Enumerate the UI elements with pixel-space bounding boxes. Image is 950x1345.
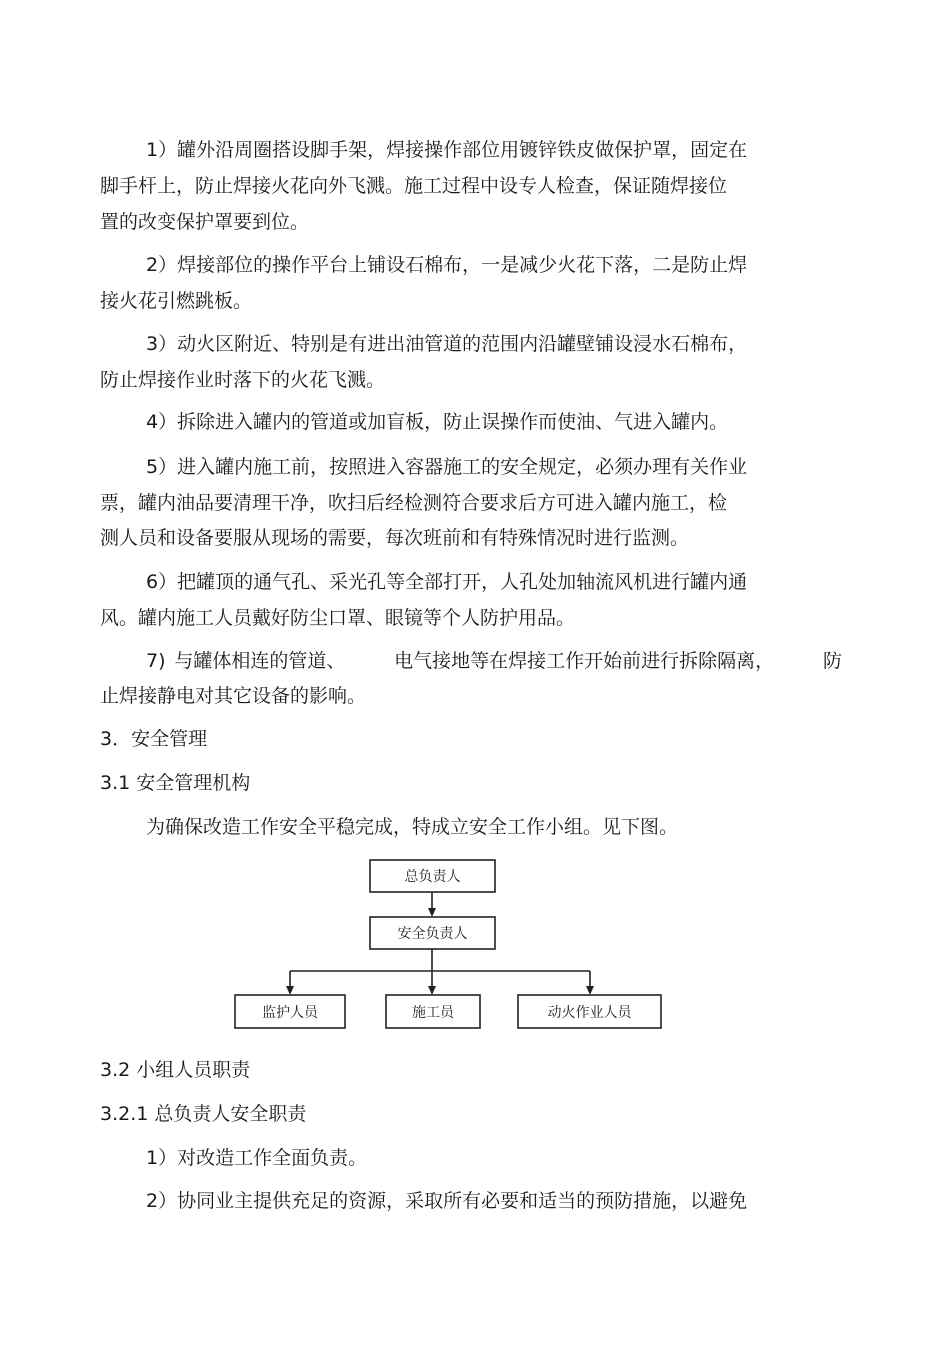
org-label-child-3: 动火作业人员 [547, 1005, 632, 1021]
para-7-number: 7) [146, 650, 166, 672]
para-7-segment-2: 电气接地等在焊接工作开始前进行拆除隔离， [394, 650, 775, 672]
section-3-1-heading: 3.1 安全管理机构 [100, 772, 251, 794]
org-arrow-left [286, 986, 294, 995]
org-arrow-right [586, 986, 594, 995]
org-arrow-to-middle [428, 908, 436, 917]
para-4-line-1: 4）拆除进入罐内的管道或加盲板，防止误操作而使油、气进入罐内。 [146, 411, 729, 433]
org-label-middle: 安全负责人 [397, 926, 468, 942]
para-6-line-2: 风。罐内施工人员戴好防尘口罩、眼镜等个人防护用品。 [100, 607, 576, 629]
para-5-line-2: 票，罐内油品要清理干净，吹扫后经检测符合要求后方可进入罐内施工，检 [100, 492, 728, 514]
para-1-line-1: 1）罐外沿周圈搭设脚手架，焊接操作部位用镀锌铁皮做保护罩，固定在 [146, 139, 748, 161]
para-7-segment-1: 与罐体相连的管道、 [174, 650, 346, 672]
para-6-line-1: 6）把罐顶的通气孔、采光孔等全部打开，人孔处加轴流风机进行罐内通 [146, 571, 748, 593]
section-3-2-1-heading: 3.2.1 总负责人安全职责 [100, 1103, 307, 1125]
para-2-line-2: 接火花引燃跳板。 [100, 290, 253, 312]
duty-1: 1）对改造工作全面负责。 [146, 1147, 368, 1169]
org-label-top: 总负责人 [404, 869, 461, 885]
para-1-line-3: 置的改变保护罩要到位。 [100, 211, 310, 233]
section-3-2-heading: 3.2 小组人员职责 [100, 1059, 251, 1081]
para-3-line-2: 防止焊接作业时落下的火花飞溅。 [100, 369, 386, 391]
para-5-line-1: 5）进入罐内施工前，按照进入容器施工的安全规定，必须办理有关作业 [146, 456, 748, 478]
para-3-line-1: 3）动火区附近、特别是有进出油管道的范围内沿罐壁铺设浸水石棉布， [146, 333, 748, 355]
section-3-heading: 3．安全管理 [100, 728, 208, 750]
org-label-child-1: 监护人员 [262, 1005, 318, 1021]
org-intro-text: 为确保改造工作安全平稳完成，特成立安全工作小组。见下图。 [146, 816, 679, 838]
para-7-segment-3: 防 [822, 650, 842, 672]
para-5-line-3: 测人员和设备要服从现场的需要，每次班前和有特殊情况时进行监测。 [100, 527, 690, 549]
duty-2: 2）协同业主提供充足的资源，采取所有必要和适当的预防措施，以避免 [146, 1190, 748, 1212]
para-2-line-1: 2）焊接部位的操作平台上铺设石棉布，一是减少火花下落，二是防止焊 [146, 254, 748, 276]
para-1-line-2: 脚手杆上，防止焊接火花向外飞溅。施工过程中设专人检查，保证随焊接位 [100, 175, 728, 197]
org-label-child-2: 施工员 [412, 1005, 454, 1021]
org-arrow-center [428, 986, 436, 995]
para-7-line-2: 止焊接静电对其它设备的影响。 [100, 685, 367, 707]
